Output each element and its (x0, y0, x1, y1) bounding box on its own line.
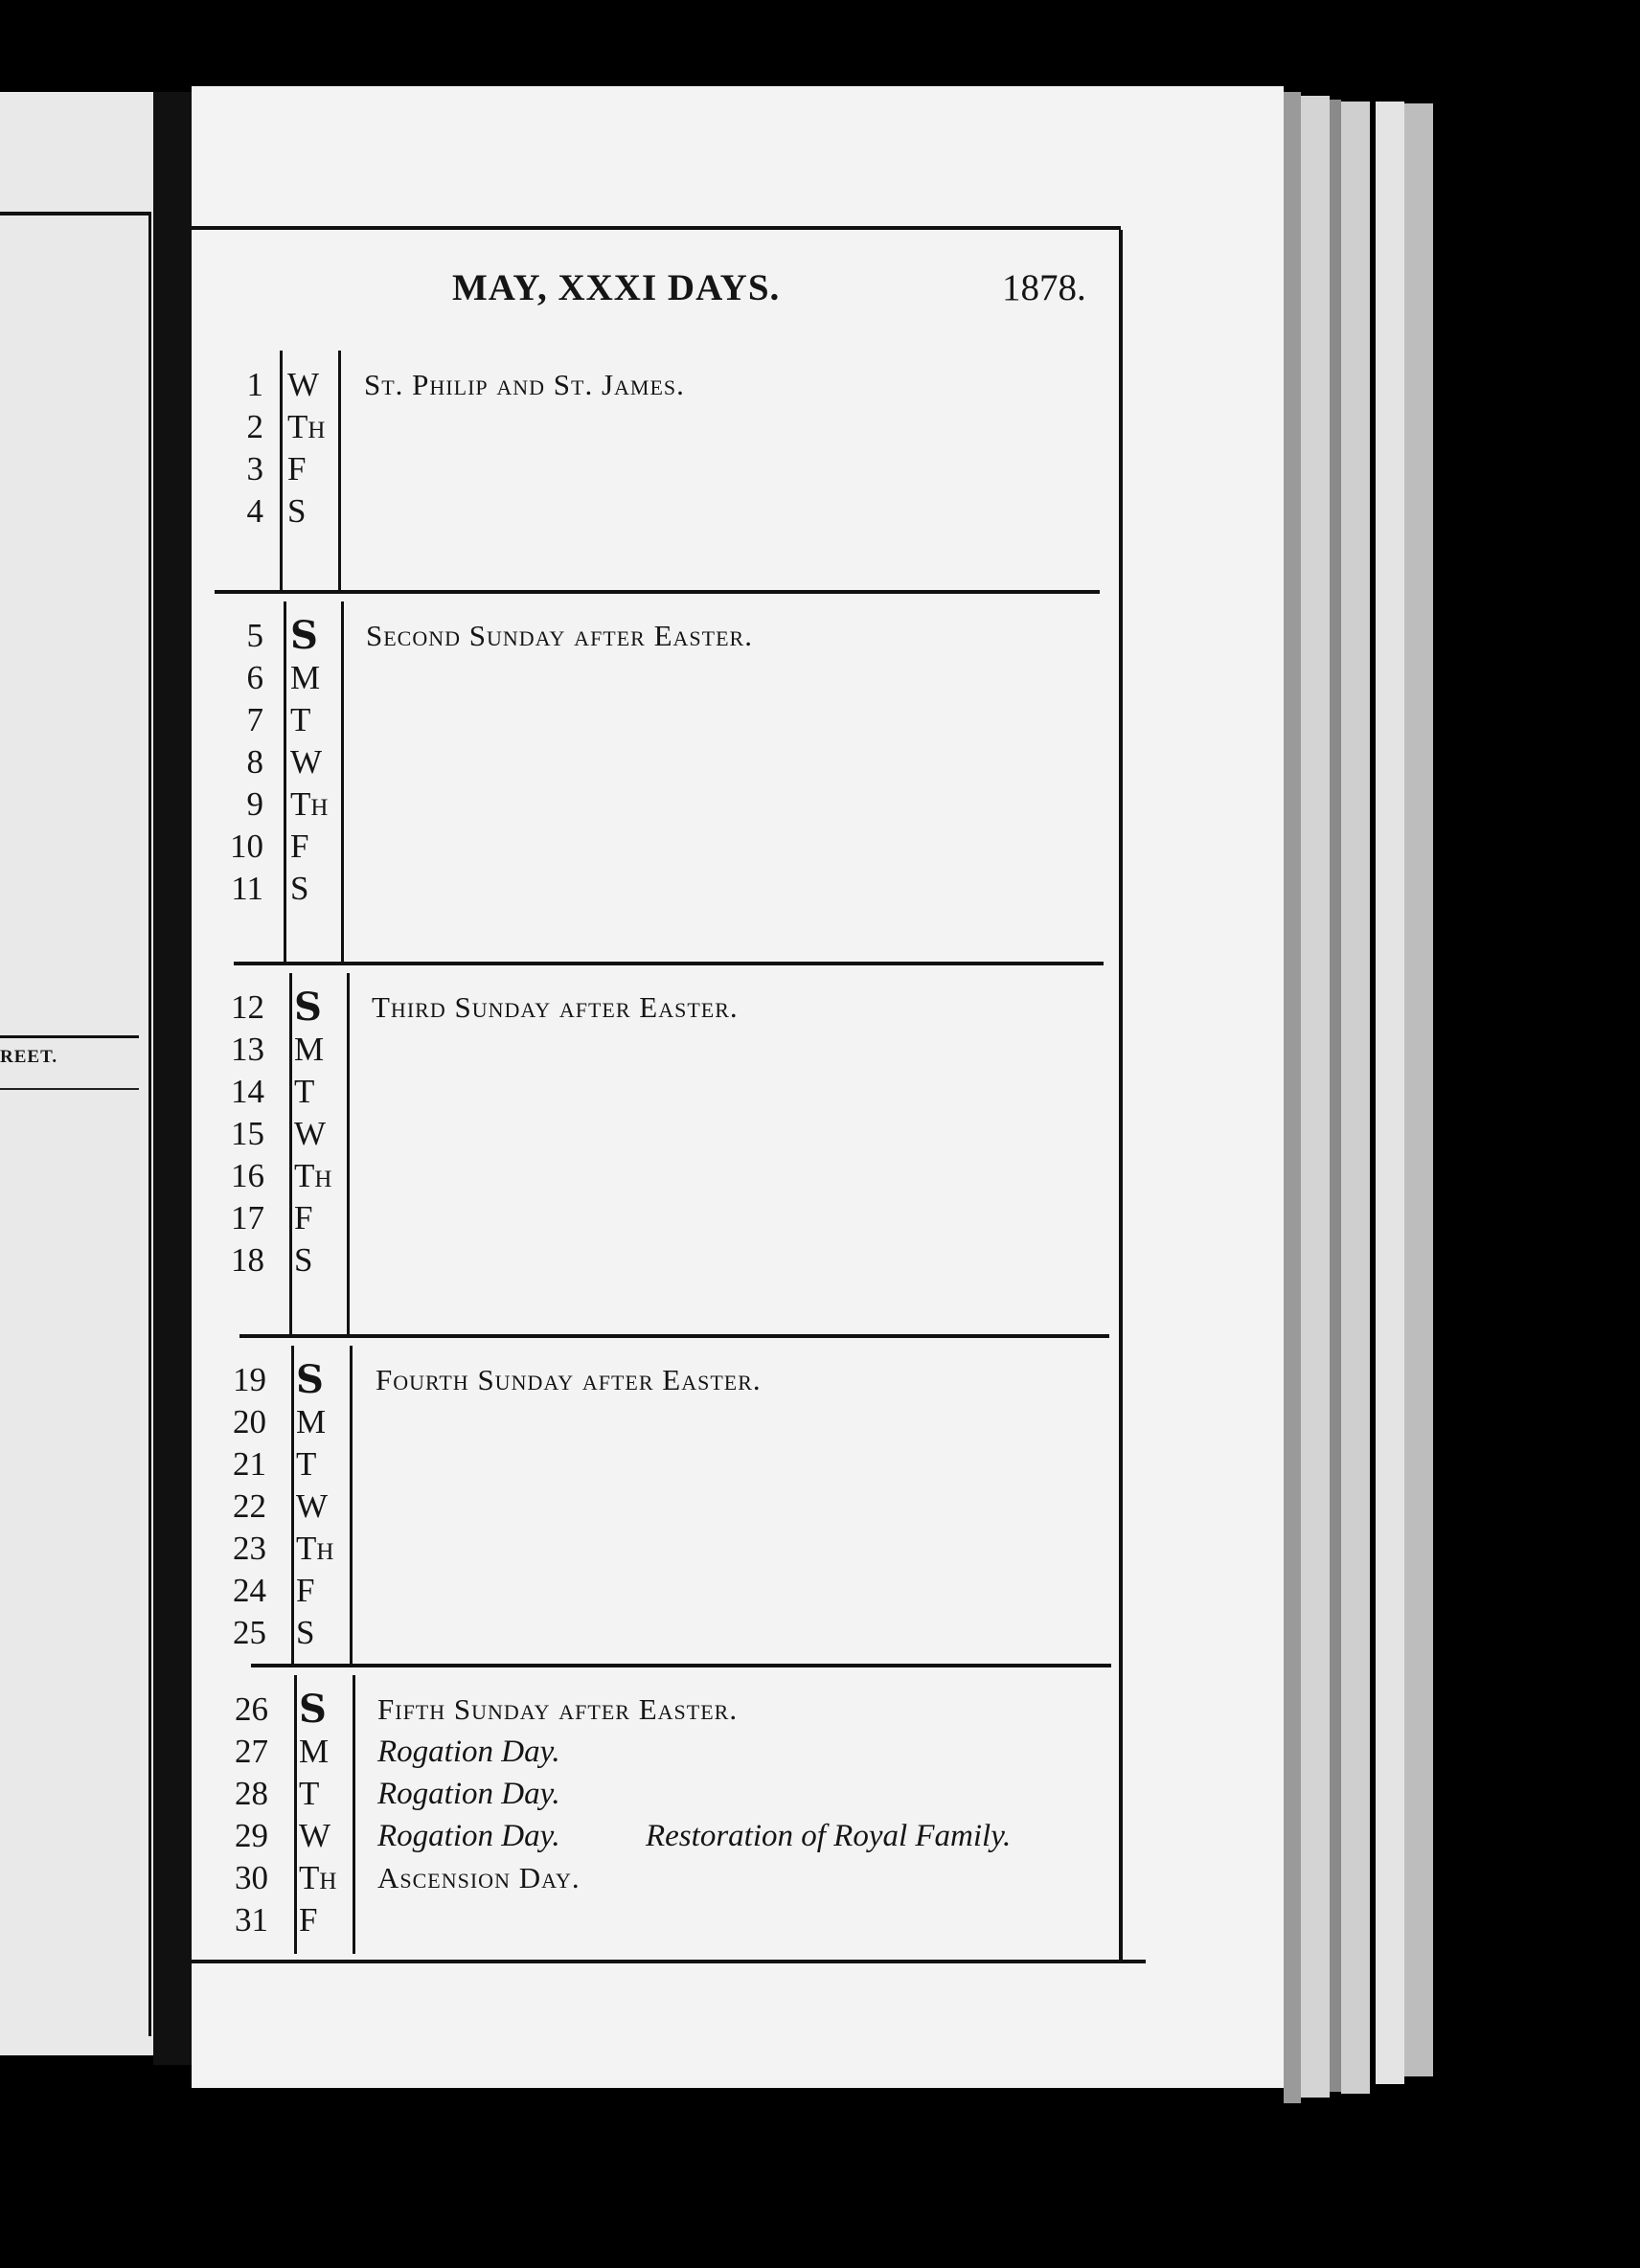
weekday-abbr: T (296, 1445, 317, 1483)
week-separator-rule (234, 962, 1104, 965)
observance-title: Second Sunday after Easter. (366, 619, 753, 652)
day-number: 6 (246, 659, 263, 696)
day-number: 31 (235, 1901, 268, 1939)
weekday-abbr-rest: H (314, 1167, 332, 1192)
page-edge (1301, 96, 1330, 2098)
sunday-marker: S (294, 985, 322, 1030)
weekday-abbr-rest: H (319, 1869, 337, 1894)
day-number: 27 (235, 1733, 268, 1770)
weekday-column-divider (338, 351, 341, 590)
day-number: 21 (233, 1445, 266, 1483)
day-number: 4 (246, 492, 263, 530)
day-number: 8 (246, 743, 263, 781)
day-number: 29 (235, 1817, 268, 1854)
facing-page-rule (0, 212, 151, 215)
weekday-abbr-initial: T (299, 1859, 320, 1896)
weekday-abbr-initial: T (290, 785, 311, 823)
weekday-abbr: W (287, 366, 320, 403)
day-number: 16 (231, 1157, 264, 1194)
observance-title: Ascension Day. (377, 1861, 581, 1894)
page-edge (1341, 102, 1370, 2094)
facing-page-fragment: REET. (0, 1047, 58, 1067)
facing-page-rule (0, 1035, 139, 1038)
weekday-abbr: M (290, 659, 321, 696)
day-number: 3 (246, 450, 263, 488)
weekday-abbr: W (296, 1487, 329, 1525)
year-label: 1878. (1002, 267, 1086, 308)
weekday-abbr: F (294, 1199, 313, 1236)
observance-title: St. Philip and St. James. (364, 368, 685, 401)
day-number: 5 (246, 617, 263, 654)
page-frame-bottom (192, 1960, 1146, 1963)
weekday-abbr: W (290, 743, 323, 781)
weekday-abbr (294, 1155, 331, 1201)
facing-page-border (148, 212, 151, 2036)
weekday-abbr: S (290, 870, 309, 907)
weekday-abbr: T (299, 1775, 320, 1812)
day-number: 30 (235, 1859, 268, 1896)
weekday-abbr-rest: H (316, 1539, 334, 1565)
week-separator-rule (251, 1664, 1111, 1667)
weekday-abbr: M (299, 1733, 330, 1770)
sunday-marker: S (290, 613, 318, 658)
weekday-column-divider (284, 601, 286, 962)
weekday-column-divider (291, 1346, 294, 1664)
day-number: 28 (235, 1775, 268, 1812)
weekday-abbr: F (299, 1901, 318, 1939)
day-number: 19 (233, 1361, 266, 1398)
weekday-abbr: F (290, 828, 309, 865)
weekday-column-divider (294, 1675, 297, 1954)
weekday-abbr-initial: T (287, 408, 308, 445)
observance-title: Fourth Sunday after Easter. (376, 1363, 762, 1396)
weekday-abbr: S (296, 1614, 315, 1651)
day-number: 12 (231, 988, 264, 1026)
sunday-marker: S (296, 1357, 324, 1402)
day-number: 11 (231, 870, 263, 907)
weekday-abbr: M (294, 1031, 325, 1068)
day-number: 24 (233, 1572, 266, 1609)
weekday-abbr: W (294, 1115, 327, 1152)
day-number: 20 (233, 1403, 266, 1440)
day-number: 10 (230, 828, 263, 865)
weekday-abbr: T (294, 1073, 315, 1110)
day-number: 1 (246, 366, 263, 403)
weekday-abbr: F (296, 1572, 315, 1609)
weekday-abbr: T (290, 701, 311, 738)
weekday-column-divider (350, 1346, 353, 1664)
weekday-abbr (296, 1528, 333, 1574)
observance-italic: Rogation Day. (377, 1819, 560, 1853)
observance-title: Fifth Sunday after Easter. (377, 1692, 739, 1726)
page-edge (1404, 103, 1433, 2076)
day-number: 13 (231, 1031, 264, 1068)
facing-page-rule (0, 1088, 139, 1090)
weekday-column-divider (347, 973, 350, 1334)
page-edge (1330, 100, 1341, 2092)
observance-italic: Rogation Day. (377, 1777, 560, 1811)
day-number: 22 (233, 1487, 266, 1525)
weekday-abbr-rest: H (308, 418, 326, 443)
weekday-abbr (287, 406, 325, 452)
day-number: 23 (233, 1530, 266, 1567)
day-number: 18 (231, 1241, 264, 1279)
day-number: 9 (246, 785, 263, 823)
weekday-column-divider (353, 1675, 355, 1954)
day-number: 14 (231, 1073, 264, 1110)
weekday-abbr (290, 783, 328, 829)
weekday-column-divider (280, 351, 283, 590)
observance-title: Third Sunday after Easter. (372, 990, 739, 1024)
weekday-abbr-initial: T (294, 1157, 315, 1194)
weekday-abbr: S (287, 492, 307, 530)
weekday-abbr: F (287, 450, 307, 488)
weekday-abbr-initial: T (296, 1530, 317, 1567)
week-separator-rule (239, 1334, 1109, 1338)
weekday-abbr-rest: H (310, 795, 329, 821)
weekday-column-divider (289, 973, 292, 1334)
day-number: 26 (235, 1690, 268, 1728)
page-edge (1284, 92, 1301, 2103)
page-frame-top (192, 226, 1121, 230)
day-number: 2 (246, 408, 263, 445)
day-number: 7 (246, 701, 263, 738)
page-edge (1376, 102, 1404, 2084)
sunday-marker: S (299, 1687, 327, 1732)
page-frame-right (1119, 230, 1123, 1963)
week-separator-rule (215, 590, 1100, 594)
weekday-abbr: W (299, 1817, 331, 1854)
observance-italic: Restoration of Royal Family. (646, 1819, 1012, 1853)
month-title: MAY, XXXI DAYS. (452, 267, 781, 308)
weekday-column-divider (341, 601, 344, 962)
weekday-abbr: M (296, 1403, 327, 1440)
day-number: 15 (231, 1115, 264, 1152)
weekday-abbr (299, 1857, 336, 1903)
observance-italic: Rogation Day. (377, 1735, 560, 1769)
weekday-abbr: S (294, 1241, 313, 1279)
day-number: 17 (231, 1199, 264, 1236)
facing-page (0, 92, 153, 2055)
day-number: 25 (233, 1614, 266, 1651)
